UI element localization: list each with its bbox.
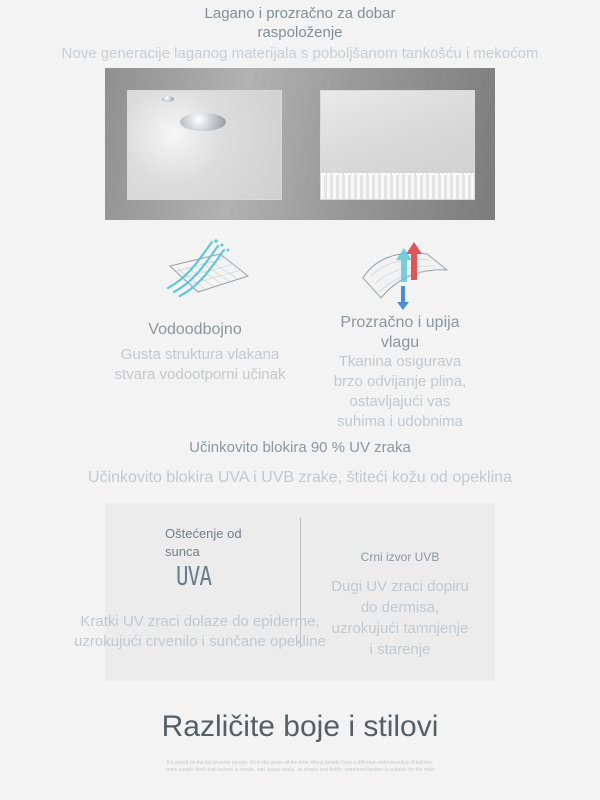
hero-title: Lagano i prozračno za dobar raspoloženje	[204, 5, 396, 41]
colors-styles-title: Različite boje i stilovi	[161, 710, 439, 743]
uv-protection-subtitle: Učinkovito blokira UVA i UVB zrake, štiteći kožu od opeklina	[88, 469, 512, 486]
water-droplet	[180, 113, 226, 131]
hero-subtitle: Nove generacije laganog materijala s poboljšanom tankošću i mekoćom	[61, 45, 539, 62]
breathable-fabric-icon	[355, 240, 455, 310]
uv-protection-title: Učinkovito blokira 90 % UV zraka	[189, 439, 411, 456]
feature-title-breathable: Prozračno i upija vlagu	[340, 314, 460, 351]
uvb-heading: Crni izvor UVB	[360, 550, 440, 564]
water-repellent-fabric-icon	[160, 236, 252, 306]
uvb-description: Dugi UV zraci dopiru do dermisa, uzrokujući tamnjenje i starenje	[331, 578, 469, 658]
uva-label: UVA	[176, 562, 212, 592]
feature-description-water-repellent: Gusta struktura vlakana stvara vodootporni učinak	[114, 346, 286, 383]
uva-heading: Oštećenje od sunca	[165, 526, 242, 559]
feature-title-water-repellent: Vodoodbojno	[148, 321, 242, 338]
fabric-photo-panel	[105, 68, 495, 220]
fabric-edge	[321, 173, 474, 199]
fine-print-text: It's ahead on the list of some people; it's in the press all the time. Many people have a different understanding of fashion; some people think that fashion is simple, and luxury waste, as simple and thrifty; somehow fashion is suitable for the main	[165, 760, 435, 773]
fabric-texture-photo	[320, 90, 475, 200]
water-droplet-small	[162, 96, 174, 102]
feature-description-breathable: Tkanina osigurava brzo odvijanje plina, ostavljajući vas suhima i udobnima	[333, 353, 467, 430]
uva-description: Kratki UV zraci dolaze do epiderme, uzrokujući crvenilo i sunčane opekline	[74, 613, 326, 650]
water-droplet-photo	[127, 90, 282, 200]
